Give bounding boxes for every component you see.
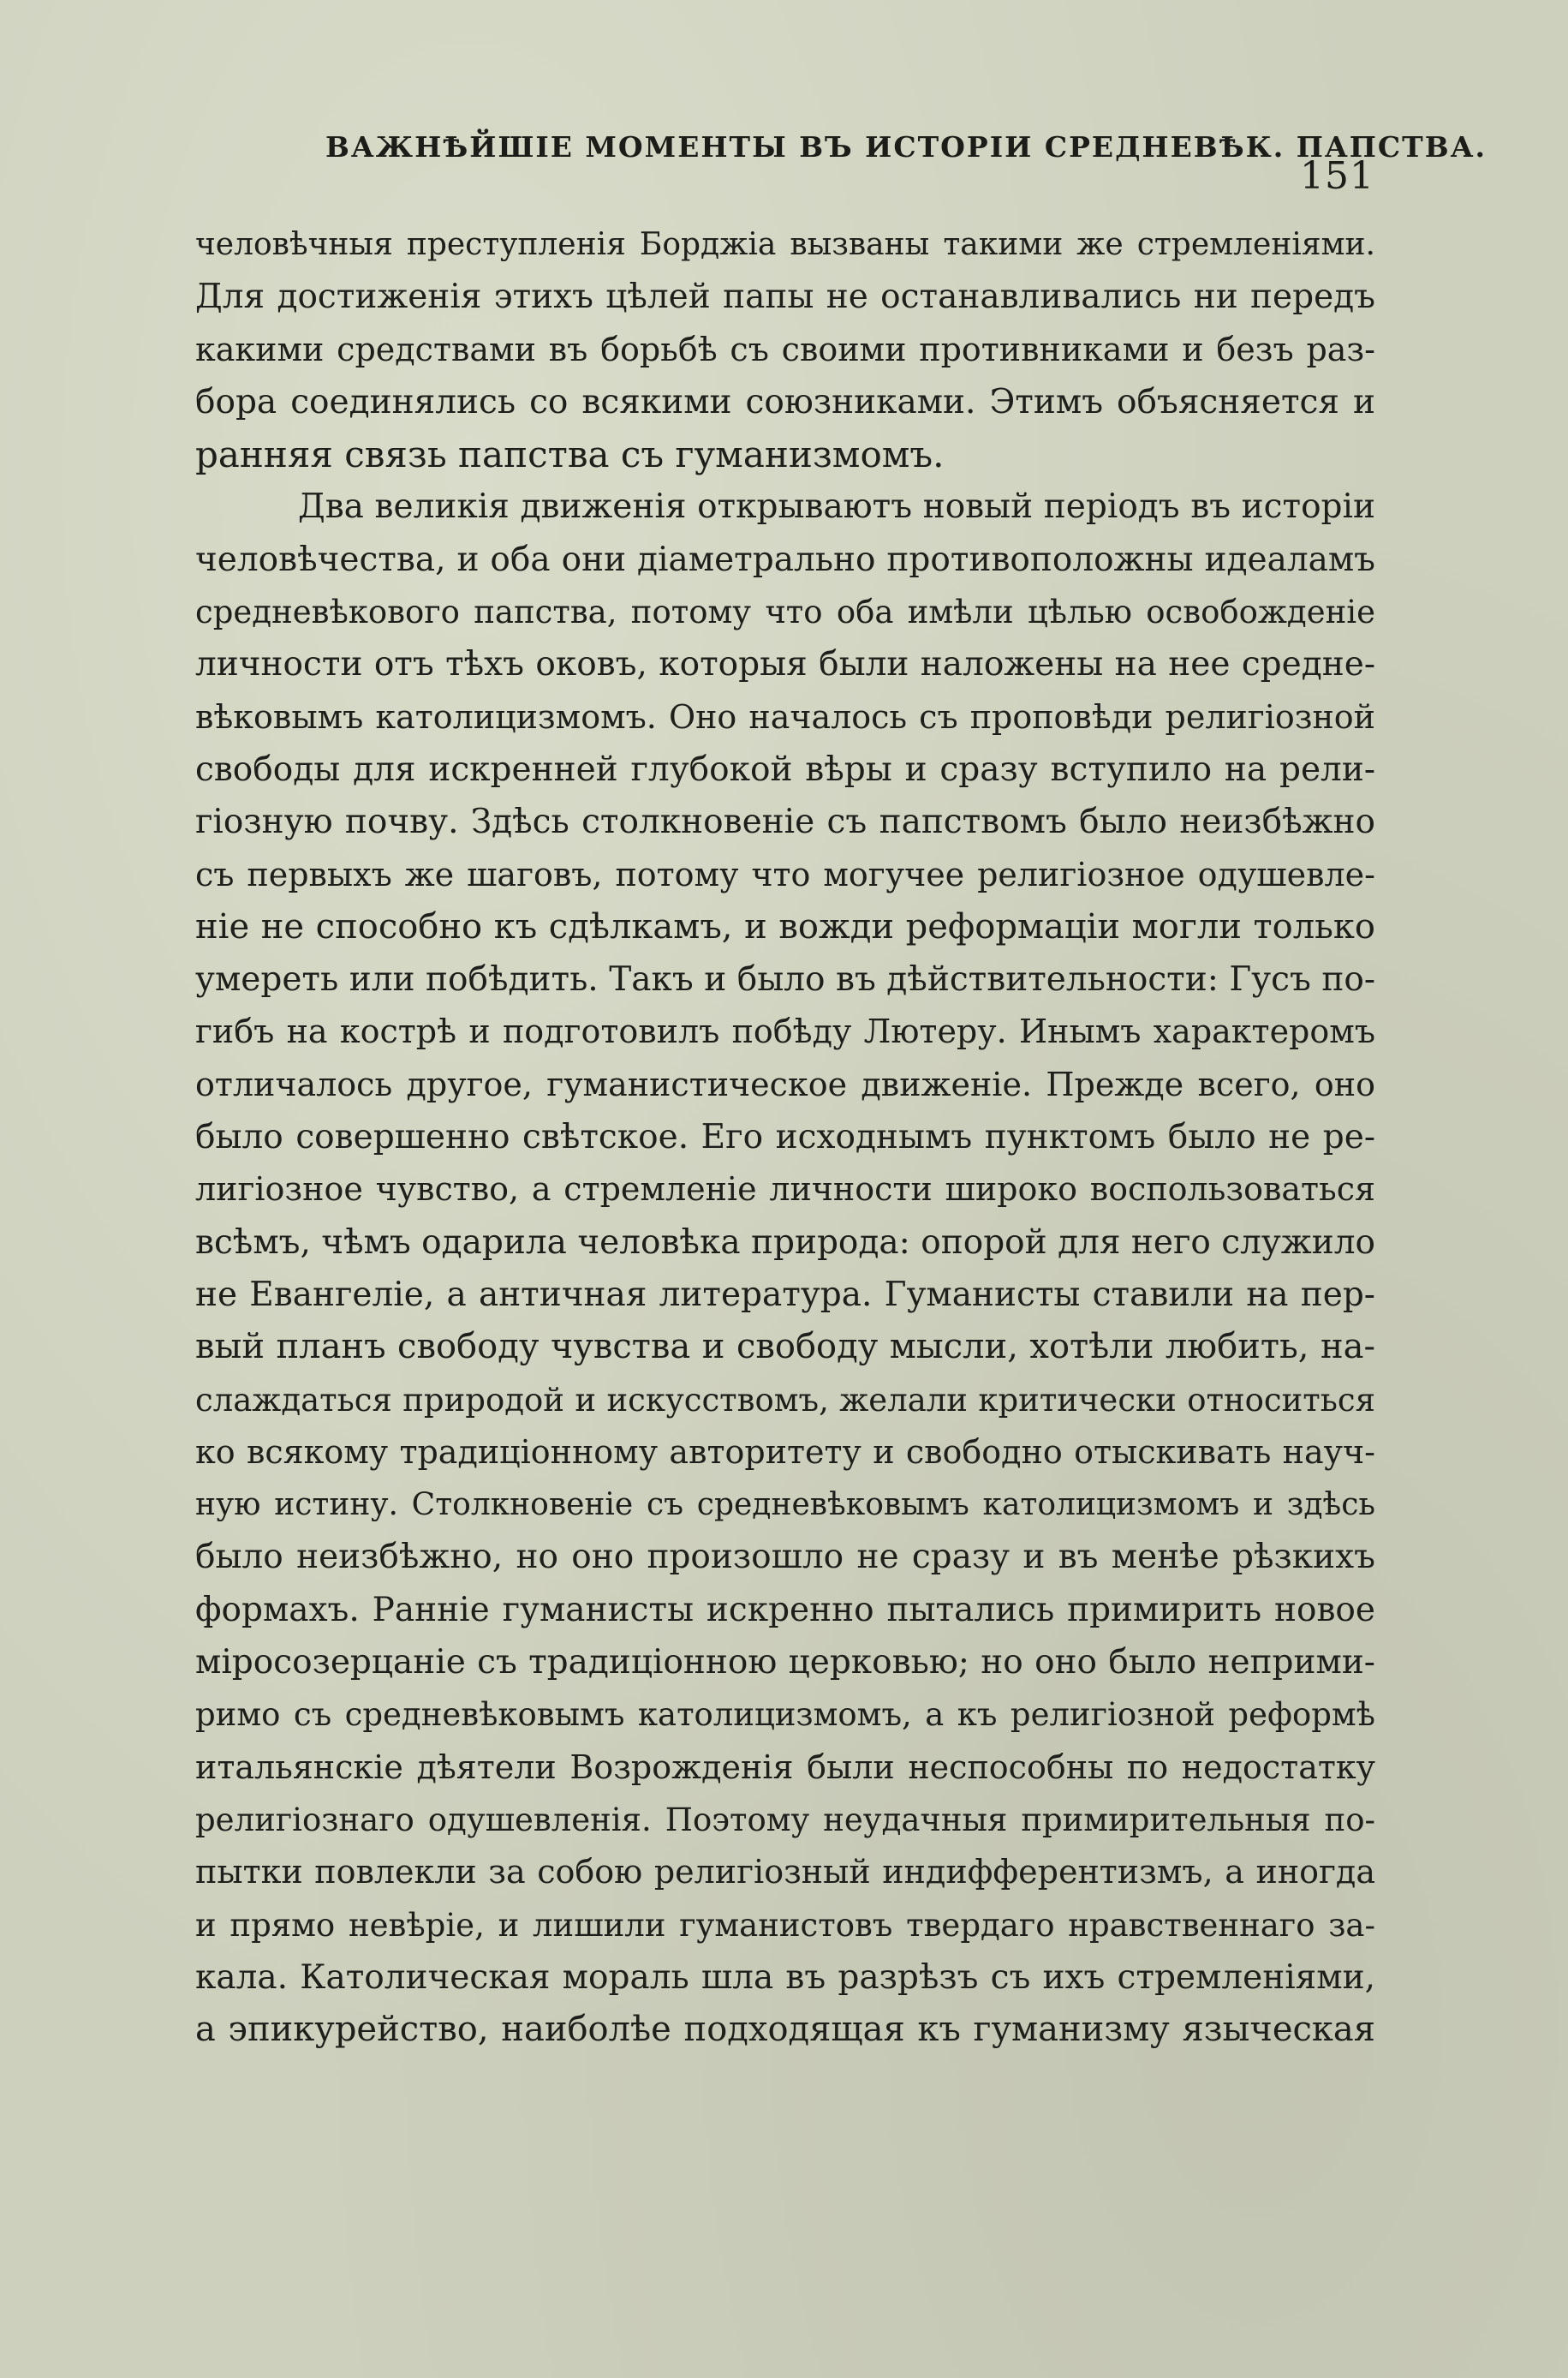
text-line: кала. Католическая мораль шла въ разрѣзъ съ ихъ стремленіями,: [195, 1957, 1375, 1997]
text-line: гіозную почву. Здѣсь столкновеніе съ папствомъ было неизбѣжно: [195, 803, 1375, 842]
text-line: средневѣкового папства, потому что оба имѣли цѣлью освобожденіе: [195, 594, 1375, 631]
text-line: формахъ. Ранніе гуманисты искренно пытались примирить новое: [195, 1590, 1375, 1629]
text-line: съ первыхъ же шаговъ, потому что могучее религіозное одушевле-: [195, 855, 1375, 893]
text-line: римо съ средневѣковымъ католицизмомъ, а къ религіозной реформѣ: [195, 1696, 1375, 1734]
text-line: вѣковымъ католицизмомъ. Оно началось съ проповѣди религіозной: [195, 697, 1375, 736]
text-line: ранняя связь папства съ гуманизмомъ.: [195, 433, 945, 476]
text-line: Для достиженія этихъ цѣлей папы не останавливались ни передъ: [195, 278, 1375, 317]
text-line: личности отъ тѣхъ оковъ, которыя были наложены на нее средне-: [195, 645, 1375, 684]
text-line: было неизбѣжно, но оно произошло не сразу и въ менѣе рѣзкихъ: [195, 1538, 1375, 1577]
text-line: ніе не способно къ сдѣлкамъ, и вожди реформаціи могли только: [195, 906, 1375, 947]
running-title: ВАЖНѢЙШІЕ МОМЕНТЫ ВЪ ИСТОРІИ СРЕДНЕВѢК. ПАПСТВА.: [325, 130, 1487, 164]
text-line: Два великія движенія открываютъ новый періодъ въ исторіи: [298, 487, 1375, 527]
page-number: 151: [1300, 154, 1374, 198]
text-line: какими средствами въ борьбѣ съ своими противниками и безъ раз-: [195, 330, 1375, 368]
text-line: человѣчества, и оба они діаметрально противоположны идеаламъ: [195, 540, 1375, 579]
text-line: не Евангеліе, а античная литература. Гуманисты ставили на пер-: [195, 1275, 1375, 1314]
text-line: умереть или побѣдить. Такъ и было въ дѣйствительности: Гусъ по-: [195, 960, 1375, 1000]
text-line: а эпикурейство, наиболѣе подходящая къ гуманизму языческая: [195, 2010, 1375, 2050]
text-line: міросозерцаніе съ традиціонною церковью; но оно было неприми-: [195, 1643, 1375, 1682]
text-line: ную истину. Столкновеніе съ средневѣковымъ католицизмомъ и здѣсь: [195, 1487, 1375, 1523]
text-line: отличалось другое, гуманистическое движеніе. Прежде всего, оно: [195, 1065, 1375, 1103]
text-line: было совершенно свѣтское. Его исходнымъ пунктомъ было не ре-: [195, 1118, 1375, 1157]
body-text: [195, 218, 1375, 2056]
text-line: и прямо невѣріе, и лишили гуманистовъ твердаго нравственнаго за-: [195, 1906, 1375, 1944]
text-line: ко всякому традиціонному авторитету и свободно отыскивать науч-: [195, 1432, 1375, 1471]
text-line: пытки повлекли за собою религіозный индифферентизмъ, а иногда: [195, 1853, 1375, 1891]
text-line: итальянскіе дѣятели Возрожденія были неспособны по недостатку: [195, 1748, 1375, 1786]
text-line: слаждаться природой и искусствомъ, желали критически относиться: [195, 1381, 1375, 1419]
text-line: гибъ на кострѣ и подготовилъ побѣду Лютеру. Инымъ характеромъ: [195, 1013, 1375, 1051]
text-line: бора соединялись со всякими союзниками. Этимъ объясняется и: [195, 382, 1375, 421]
text-line: человѣчныя преступленія Борджіа вызваны такими же стремленіями.: [195, 227, 1375, 262]
text-line: вый планъ свободу чувства и свободу мысли, хотѣли любить, на-: [195, 1327, 1375, 1367]
text-line: лигіозное чувство, а стремленіе личности широко воспользоваться: [195, 1170, 1375, 1209]
text-line: религіознаго одушевленія. Поэтому неудачныя примирительныя по-: [195, 1801, 1375, 1838]
text-line: всѣмъ, чѣмъ одарила человѣка природа: опорой для него служило: [195, 1222, 1375, 1262]
text-line: свободы для искренней глубокой вѣры и сразу вступило на рели-: [195, 750, 1375, 789]
